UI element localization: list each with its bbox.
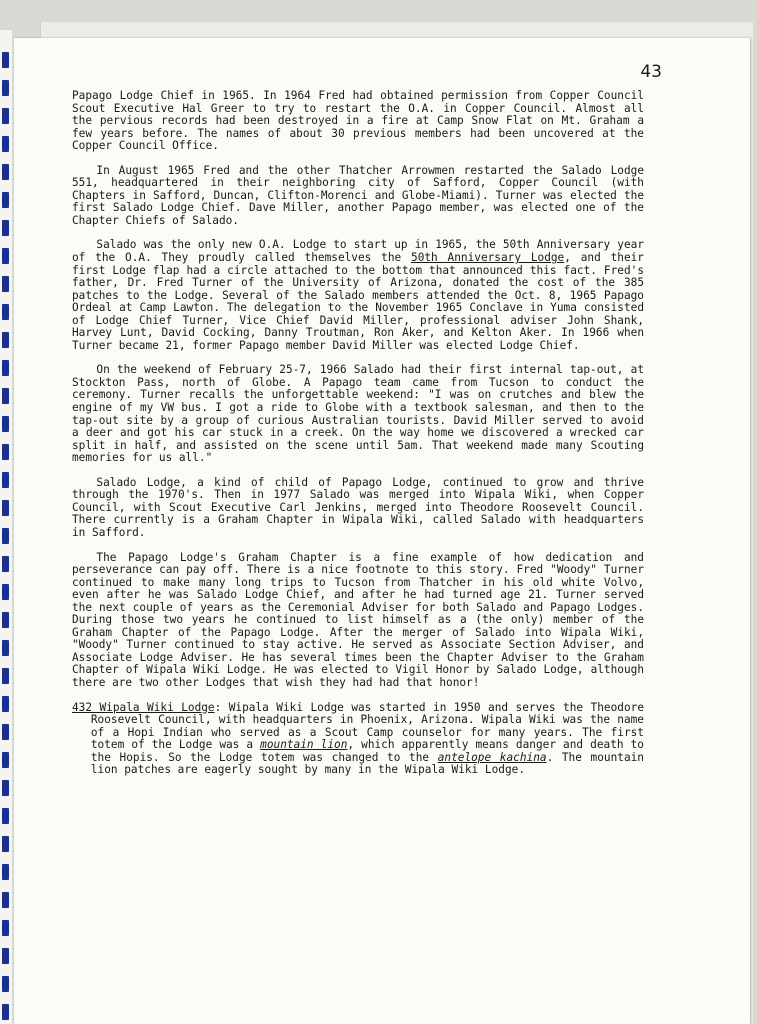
binding-hole bbox=[2, 724, 9, 740]
binding-hole bbox=[2, 416, 9, 432]
binding-hole bbox=[2, 52, 9, 68]
binding-hole bbox=[2, 80, 9, 96]
binding-hole bbox=[2, 360, 9, 376]
entry-text: , which apparently means danger and death to the Hopis. So the Lodge totem was changed to the bbox=[90, 738, 644, 764]
binding-hole bbox=[2, 836, 9, 852]
binding-hole bbox=[2, 920, 9, 936]
binding-hole bbox=[2, 948, 9, 964]
spiral-binding bbox=[0, 30, 12, 1024]
binding-hole bbox=[2, 332, 9, 348]
binding-hole bbox=[2, 304, 9, 320]
binding-hole bbox=[2, 640, 9, 656]
entry-text: : Wipala Wiki Lodge was started in 1950 and serves the Theodore Roosevelt Council, with headquarters in Phoenix, Arizona. Wipala Wiki was the name of a Hopi Indian who served as a Scout Camp counselor for many years. The first totem of the Lodge was a bbox=[90, 700, 644, 752]
binding-hole bbox=[2, 108, 9, 124]
binding-hole bbox=[2, 1004, 9, 1020]
paragraph-salado-restart: In August 1965 Fred and the other Thatcher Arrowmen restarted the Salado Lodge 551, headquartered in their neighboring city of Safford, Copper Council (with Chapters in Safford, Duncan, Clifton-Morenci and Globe-Miami). Turner was elected the first Salado Lodge Chief. Dave Miller, another Papago member, was elected one of the Chapter Chiefs of Salado. bbox=[72, 163, 644, 227]
lodge-entry-heading: 432 Wipala Wiki Lodge bbox=[72, 700, 215, 714]
binding-hole bbox=[2, 556, 9, 572]
body-text bbox=[72, 90, 644, 789]
document-page bbox=[14, 38, 750, 1024]
binding-hole bbox=[2, 220, 9, 236]
paragraph-tap-out-weekend: On the weekend of February 25-7, 1966 Salado had their first internal tap-out, at Stockton Pass, north of Globe. A Papago team came from Tucson to conduct the ceremony. Turner recalls the unforgettable weekend: "I was on crutches and blew the engine of my VW bus. I got a ride to Globe with a textbook salesman, and then to the tap-out site by a group of curious Australian tourists. David Miller served to avoid a deer and got his car stuck in a creek. On the way home we discovered a wrecked car split in half, and assisted on the scene until 5am. That weekend made many Scouting memories for us all." bbox=[72, 363, 644, 465]
lodge-entry-wipala-wiki bbox=[72, 702, 644, 777]
binding-hole bbox=[2, 752, 9, 768]
paragraph-lodge-chief-1965: Papago Lodge Chief in 1965. In 1964 Fred had obtained permission from Copper Council Scout Executive Hal Greer to try to restart the O.A. in Copper Council. Almost all the pervious records had been destroyed in a fire at Camp Snow Flat on Mt. Graham a few years before. The names of about 30 previous members had been uncovered at the Copper Council Office. bbox=[72, 89, 644, 153]
binding-hole bbox=[2, 584, 9, 600]
binding-hole bbox=[2, 248, 9, 264]
binding-hole bbox=[2, 388, 9, 404]
paragraph-50th-anniversary bbox=[72, 239, 644, 352]
underlined-phrase: 50th Anniversary Lodge bbox=[411, 251, 565, 265]
binding-hole bbox=[2, 444, 9, 460]
binding-hole bbox=[2, 276, 9, 292]
binding-hole bbox=[2, 164, 9, 180]
binding-hole bbox=[2, 472, 9, 488]
binding-hole bbox=[2, 192, 9, 208]
binding-hole bbox=[2, 808, 9, 824]
binding-hole bbox=[2, 612, 9, 628]
binding-hole bbox=[2, 780, 9, 796]
binding-hole bbox=[2, 892, 9, 908]
binding-hole bbox=[2, 136, 9, 152]
paragraph-graham-chapter: The Papago Lodge's Graham Chapter is a fine example of how dedication and perseverance can pay off. There is a nice footnote to this story. Fred "Woody" Turner continued to make many long trips to Tucson from Thatcher in his old white Volvo, even after he was Salado Lodge Chief, and after he had turned age 21. Turner served the next couple of years as the Ceremonial Adviser for both Salado and Papago Lodges. During those two years he continued to list himself as a (the only) member of the Graham Chapter of the Papago Lodge. After the merger of Salado into Wipala Wiki, "Woody" Turner continued to stay active. He served as Associate Section Adviser, and Associate Lodge Adviser. He has several times been the Chapter Adviser to the Graham Chapter of Wipala Wiki Lodge. He was elected to Vigil Honor by Salado Lodge, although there are two other Lodges that wish they had had that honor! bbox=[72, 550, 644, 689]
totem-name: antelope kachina bbox=[437, 750, 547, 764]
entry-text: . The mountain lion patches are eagerly sought by many in the Wipala Wiki Lodge. bbox=[90, 750, 644, 777]
binding-hole bbox=[2, 864, 9, 880]
binding-hole bbox=[2, 528, 9, 544]
page-number: 43 bbox=[640, 62, 662, 82]
paragraph-text: , and their first Lodge flap had a circle attached to the bottom that announced this fact. Fred's father, Dr. Fred Turner of the University of Arizona, donated the cost of the 385 patches to the Lodge. Several of the Salado members attended the Oct. 8, 1965 Papago Ordeal at Camp Lawton. The delegation to the November 1965 Conclave in Yuma consisted of Lodge Chief Turner, Vice Chief David Miller, professional adviser John Shank, Harvey Lunt, David Cocking, Danny Troutman, Ron Aker, and Kelton Aker. In 1966 when Turner became 21, former Papago member David Miller was elected Lodge Chief. bbox=[72, 251, 644, 352]
paragraph-text: Salado was the only new O.A. Lodge to start up in 1965, the 50th Anniversary year of the O.A. They proudly called themselves the bbox=[72, 238, 644, 265]
paragraph-merger: Salado Lodge, a kind of child of Papago Lodge, continued to grow and thrive through the 1970's. Then in 1977 Salado was merged into Wipala Wiki, when Copper Council, with Scout Executive Carl Jenkins, merged into Theodore Roosevelt Council. There currently is a Graham Chapter in Wipala Wiki, called Salado with headquarters in Safford. bbox=[72, 475, 644, 539]
binding-hole bbox=[2, 696, 9, 712]
binding-hole bbox=[2, 976, 9, 992]
binding-hole bbox=[2, 500, 9, 516]
totem-name: mountain lion bbox=[260, 738, 348, 752]
binding-hole bbox=[2, 668, 9, 684]
